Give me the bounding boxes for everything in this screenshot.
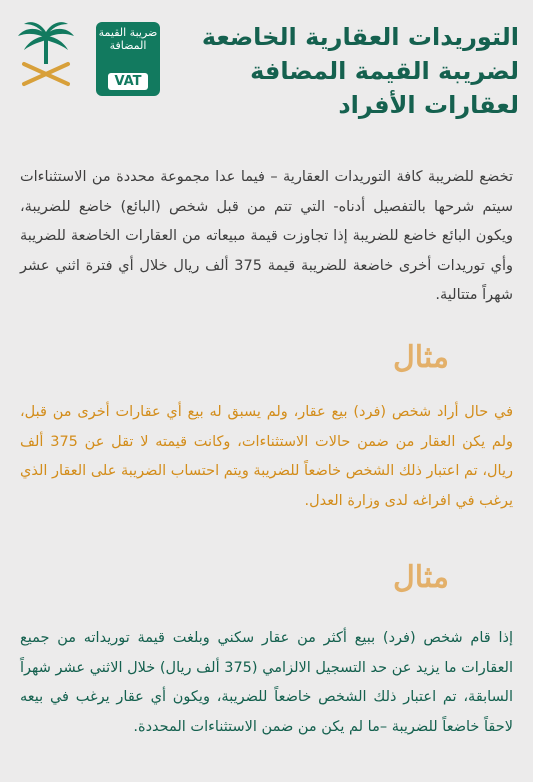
- saudi-emblem-icon: [10, 18, 82, 94]
- intro-paragraph: تخضع للضريبة كافة التوريدات العقارية – فيما عدا مجموعة محددة من الاستثناءات سيتم شرحها بالتفصيل أدناه- التي تتم من قبل شخص (البائع) خاضع للضريبة، ويكون البائع خاضع للضريبة إذا تجاوزت قيمة مبيعاته من العقارات الخاضعة للضريبة وأي توريدات أخرى خاضعة للضريبة قيمة 375 ألف ريال خلال أي فترة اثني عشر شهراً متتالية.: [20, 169, 513, 303]
- vat-logo: [96, 22, 160, 96]
- vat-badge: VAT: [108, 73, 147, 90]
- example-heading-1: مثال: [392, 340, 449, 375]
- vat-logo-text: ضريبة القيمة المضافة: [98, 26, 158, 52]
- header: [0, 0, 533, 130]
- example-paragraph-1: في حال أراد شخص (فرد) بيع عقار، ولم يسبق له بيع أي عقارات أخرى من قبل، ولم يكن العقار من ضمن حالات الاستثناءات، وكانت قيمته لا تقل عن 375 ألف ريال، تم اعتبار ذلك الشخص خاضعاً للضريبة ويتم احتساب الضريبة على العقار الذي يرغب في افراغه لدى وزارة العدل.: [20, 404, 513, 509]
- example-paragraph-2: إذا قام شخص (فرد) ببيع أكثر من عقار سكني وبلغت قيمة توريداته من جميع العقارات ما يزيد عن حد التسجيل الالزامي (375 ألف ريال) خلال الاثني عشر شهراً السابقة، تم اعتبار ذلك الشخص خاضعاً للضريبة، ويكون أي عقار يرغب في بيعه لاحقاً خاضعاً للضريبة –ما لم يكن من ضمن الاستثناءات المحددة.: [20, 630, 514, 735]
- example-heading-2: مثال: [392, 560, 449, 595]
- page-title: التوريدات العقارية الخاضعة لضريبة القيمة المضافة لعقارات الأفراد: [201, 23, 519, 119]
